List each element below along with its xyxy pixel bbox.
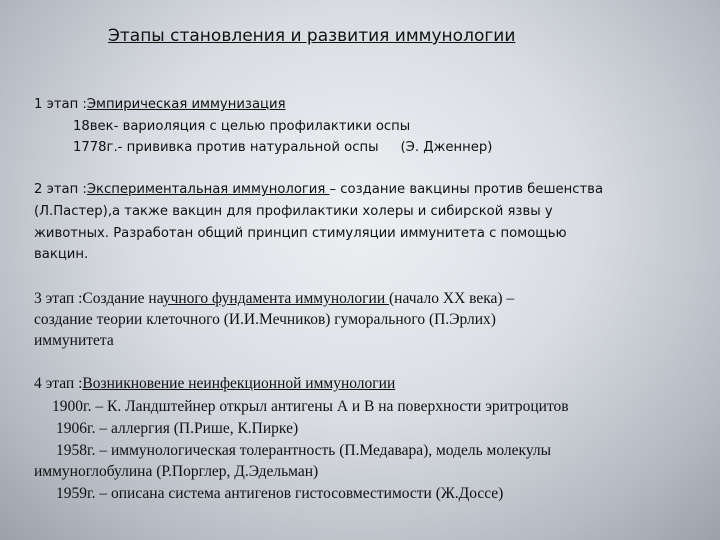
stage3-prefix: 3 этап :Создание на <box>34 290 163 307</box>
stage1-prefix: 1 этап : <box>34 97 87 112</box>
stage4-heading: Возникновение неинфекционной иммунологии <box>82 375 396 392</box>
stage3-line1-rest: (начало XX века) – <box>389 290 515 307</box>
stage2-line4: вакцин. <box>34 247 89 262</box>
slide-title: Этапы становления и развития иммунологии <box>108 26 516 46</box>
stage3-heading: учного фундамента иммунологии <box>162 290 389 307</box>
stage2-heading: Экспериментальная иммунология <box>86 182 330 197</box>
stage1-line1: 18век- вариоляция с целью профилактики оспы <box>73 119 411 134</box>
stage4-line5: 1959г. – описана система антигенов гистосовместимости (Ж.Доссе) <box>56 485 504 502</box>
stage2-header <box>34 180 603 200</box>
stage2-prefix: 2 этап : <box>34 182 87 197</box>
stage1-heading: Эмпирическая иммунизация <box>86 97 286 112</box>
stage4-line2: 1906г. – аллергия (П.Рише, К.Пирке) <box>56 420 299 437</box>
stage1-header <box>34 95 286 115</box>
stage3-line2: создание теории клеточного (И.И.Мечников) гуморального (П.Эрлих) <box>34 311 496 328</box>
stage1-line2 <box>73 138 492 158</box>
stage2-line1-rest: – создание вакцины против бешенства <box>329 182 604 197</box>
stage2-line3: животных. Разработан общий принцип стимуляции иммунитета с помощью <box>34 226 567 241</box>
stage3-header <box>34 289 514 309</box>
stage3-line3: иммунитета <box>34 332 114 349</box>
stage2-line2: (Л.Пастер),а также вакцин для профилактики холеры и сибирской язвы у <box>34 204 553 219</box>
stage4-header <box>34 374 395 394</box>
stage4-line1: 1900г. – К. Ландштейнер открыл антигены А и В на поверхности эритроцитов <box>52 398 569 415</box>
stage4-line3: 1958г. – иммунологическая толерантность (П.Медавара), модель молекулы <box>56 442 552 459</box>
stage4-line4: иммуноглобулина (Р.Порглер, Д.Эдельман) <box>34 463 319 480</box>
stage1-line2-author: (Э. Дженнер) <box>400 140 493 155</box>
stage4-prefix: 4 этап : <box>34 375 83 392</box>
stage1-line2-text: 1778г.- прививка против натуральной оспы <box>73 140 379 155</box>
